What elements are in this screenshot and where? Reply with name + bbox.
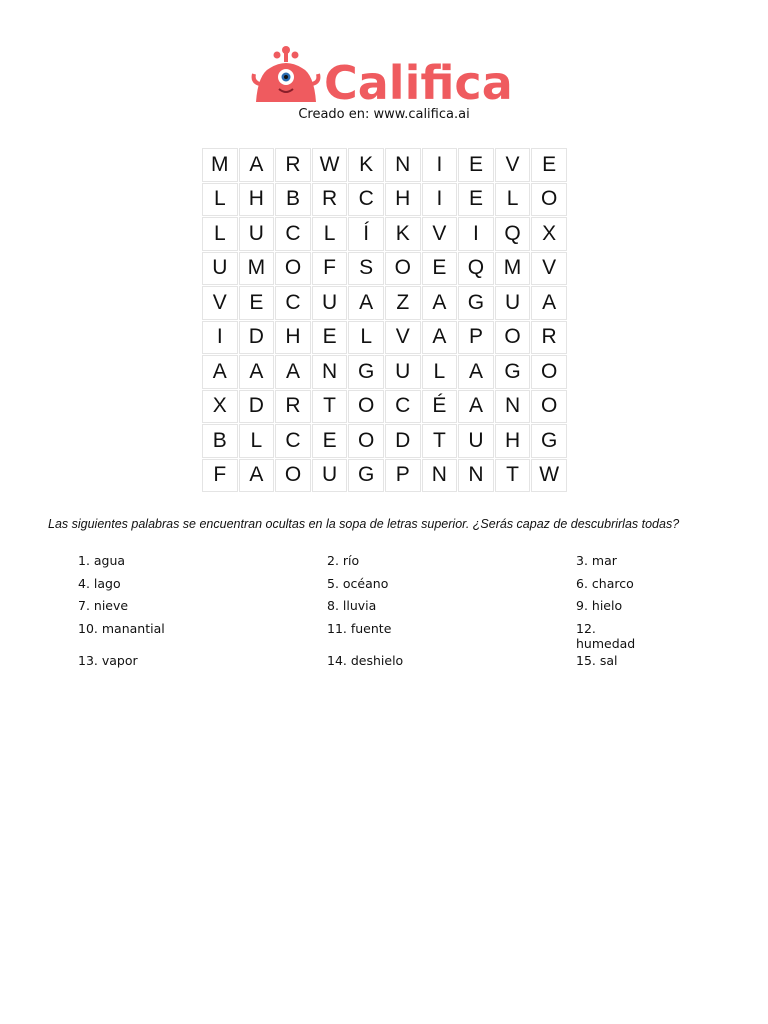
grid-cell: K xyxy=(385,217,421,251)
grid-cell: E xyxy=(531,148,567,182)
grid-cell: P xyxy=(458,321,494,355)
grid-cell: N xyxy=(312,355,348,389)
grid-cell: N xyxy=(458,459,494,493)
grid-cell: T xyxy=(495,459,531,493)
grid-cell: A xyxy=(239,459,275,493)
grid-cell: E xyxy=(458,148,494,182)
grid-cell: I xyxy=(422,183,458,217)
word-item: 4. lago xyxy=(78,576,121,591)
grid-cell: O xyxy=(531,183,567,217)
grid-cell: W xyxy=(531,459,567,493)
grid-cell: O xyxy=(348,424,384,458)
grid-cell: G xyxy=(531,424,567,458)
grid-cell: B xyxy=(202,424,238,458)
grid-cell: C xyxy=(275,217,311,251)
grid-cell: M xyxy=(202,148,238,182)
grid-cell: O xyxy=(275,459,311,493)
word-item: 3. mar xyxy=(576,553,617,568)
grid-cell: D xyxy=(239,390,275,424)
word-item: 8. lluvia xyxy=(327,598,377,613)
grid-cell: V xyxy=(495,148,531,182)
grid-cell: T xyxy=(312,390,348,424)
grid-cell: E xyxy=(312,321,348,355)
grid-cell: D xyxy=(239,321,275,355)
grid-cell: N xyxy=(422,459,458,493)
grid-cell: G xyxy=(348,355,384,389)
grid-cell: P xyxy=(385,459,421,493)
grid-cell: R xyxy=(275,390,311,424)
grid-cell: V xyxy=(385,321,421,355)
grid-cell: O xyxy=(531,390,567,424)
grid-cell: U xyxy=(495,286,531,320)
word-item: 6. charco xyxy=(576,576,634,591)
grid-cell: A xyxy=(458,355,494,389)
grid-cell: E xyxy=(312,424,348,458)
grid-cell: É xyxy=(422,390,458,424)
credit-line: Creado en: www.califica.ai xyxy=(298,107,470,122)
grid-cell: G xyxy=(348,459,384,493)
grid-cell: M xyxy=(239,252,275,286)
grid-cell: O xyxy=(531,355,567,389)
word-item: 11. fuente xyxy=(327,621,392,636)
word-item: 1. agua xyxy=(78,553,126,568)
grid-cell: N xyxy=(495,390,531,424)
grid-cell: Z xyxy=(385,286,421,320)
grid-cell: U xyxy=(458,424,494,458)
grid-cell: L xyxy=(312,217,348,251)
word-item: 2. río xyxy=(327,553,360,568)
grid-cell: A xyxy=(202,355,238,389)
grid-cell: V xyxy=(531,252,567,286)
grid-cell: K xyxy=(348,148,384,182)
grid-cell: U xyxy=(312,459,348,493)
grid-cell: A xyxy=(422,286,458,320)
word-item: 7. nieve xyxy=(78,598,129,613)
monster-mascot-icon xyxy=(250,44,322,106)
grid-cell: W xyxy=(312,148,348,182)
grid-cell: O xyxy=(348,390,384,424)
grid-cell: A xyxy=(239,148,275,182)
instructions-text: Las siguientes palabras se encuentran ocultas en la sopa de letras superior. ¿Serás capaz de descubrirlas todas? xyxy=(48,517,680,531)
word-item: 5. océano xyxy=(327,576,389,591)
grid-cell: A xyxy=(275,355,311,389)
grid-cell: L xyxy=(202,217,238,251)
word-item: 13. vapor xyxy=(78,653,138,668)
grid-cell: C xyxy=(275,286,311,320)
grid-cell: E xyxy=(422,252,458,286)
grid-cell: V xyxy=(202,286,238,320)
word-item: 15. sal xyxy=(576,653,618,668)
grid-cell: U xyxy=(385,355,421,389)
grid-cell: O xyxy=(495,321,531,355)
grid-cell: R xyxy=(531,321,567,355)
grid-cell: N xyxy=(385,148,421,182)
grid-cell: Í xyxy=(348,217,384,251)
grid-cell: L xyxy=(348,321,384,355)
grid-cell: L xyxy=(202,183,238,217)
word-item: 9. hielo xyxy=(576,598,623,613)
grid-cell: Q xyxy=(495,217,531,251)
grid-cell: D xyxy=(385,424,421,458)
grid-cell: A xyxy=(422,321,458,355)
grid-cell: C xyxy=(385,390,421,424)
grid-cell: V xyxy=(422,217,458,251)
grid-cell: R xyxy=(275,148,311,182)
word-item: 14. deshielo xyxy=(327,653,404,668)
grid-cell: X xyxy=(202,390,238,424)
grid-cell: A xyxy=(239,355,275,389)
grid-cell: C xyxy=(348,183,384,217)
grid-cell: L xyxy=(239,424,275,458)
grid-cell: I xyxy=(422,148,458,182)
grid-cell: G xyxy=(495,355,531,389)
grid-cell: F xyxy=(312,252,348,286)
grid-cell: S xyxy=(348,252,384,286)
grid-cell: U xyxy=(202,252,238,286)
grid-cell: B xyxy=(275,183,311,217)
grid-cell: U xyxy=(239,217,275,251)
grid-cell: A xyxy=(458,390,494,424)
grid-cell: O xyxy=(275,252,311,286)
grid-cell: I xyxy=(458,217,494,251)
word-item: 10. manantial xyxy=(78,621,165,636)
grid-cell: M xyxy=(495,252,531,286)
grid-cell: H xyxy=(239,183,275,217)
grid-cell: Q xyxy=(458,252,494,286)
brand-name: Califica xyxy=(324,56,513,110)
grid-cell: O xyxy=(385,252,421,286)
grid-cell: A xyxy=(348,286,384,320)
grid-cell: H xyxy=(495,424,531,458)
grid-cell: G xyxy=(458,286,494,320)
grid-cell: L xyxy=(495,183,531,217)
grid-cell: A xyxy=(531,286,567,320)
grid-cell: R xyxy=(312,183,348,217)
grid-cell: X xyxy=(531,217,567,251)
grid-cell: F xyxy=(202,459,238,493)
word-item: 12. humedad xyxy=(576,621,636,651)
califica-logo xyxy=(250,44,540,110)
grid-cell: U xyxy=(312,286,348,320)
grid-cell: H xyxy=(385,183,421,217)
word-search-grid xyxy=(202,148,568,493)
grid-cell: E xyxy=(458,183,494,217)
grid-cell: T xyxy=(422,424,458,458)
grid-cell: C xyxy=(275,424,311,458)
grid-cell: H xyxy=(275,321,311,355)
grid-cell: L xyxy=(422,355,458,389)
grid-cell: I xyxy=(202,321,238,355)
grid-cell: E xyxy=(239,286,275,320)
